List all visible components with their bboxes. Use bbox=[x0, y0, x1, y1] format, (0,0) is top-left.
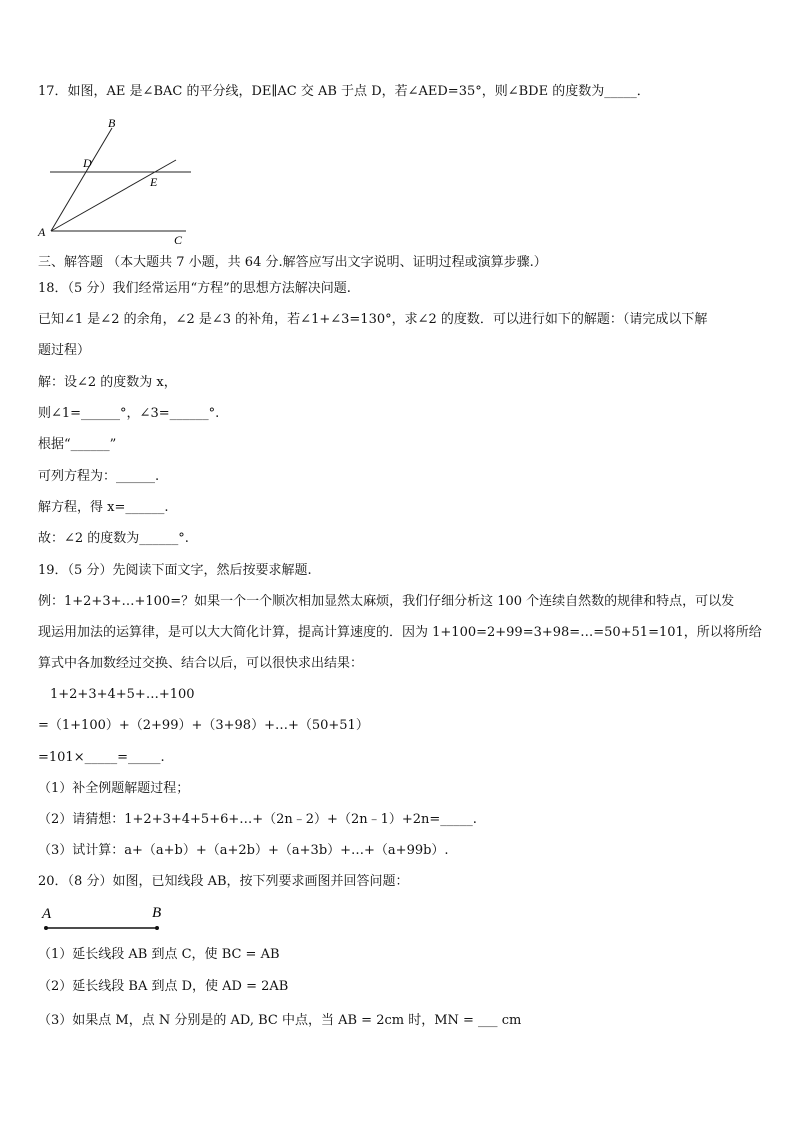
q18-title: 18．（5 分）我们经常运用“方程”的思想方法解决问题. bbox=[38, 281, 351, 296]
q18-step4: 可列方程为：______. bbox=[38, 469, 160, 484]
point-b bbox=[155, 926, 159, 930]
label-d: D bbox=[83, 156, 92, 170]
q18-step1: 解：设∠2 的度数为 x， bbox=[38, 375, 177, 390]
segment-label-b: B bbox=[152, 905, 162, 921]
q18-step6: 故：∠2 的度数为______°. bbox=[38, 531, 189, 546]
q20-sub3: （3）如果点 M，点 N 分别是的 AD, BC 中点，当 AB = 2cm 时，MN = ___ cm bbox=[38, 1013, 522, 1028]
q19-sub1: （1）补全例题解题过程； bbox=[38, 781, 190, 796]
point-a bbox=[44, 926, 48, 930]
q20-sub2: （2）延长线段 BA 到点 D，使 AD = 2AB bbox=[38, 979, 289, 994]
q19-equation1: 1+2+3+4+5+…+100 bbox=[50, 687, 195, 702]
q19-equation3: =101×_____=_____. bbox=[38, 750, 165, 765]
q18-step5: 解方程，得 x=______. bbox=[38, 500, 169, 515]
q18-step3: 根据“______” bbox=[38, 437, 117, 452]
q19-para-line3: 算式中各加数经过交换、结合以后，可以很快求出结果： bbox=[38, 656, 364, 671]
q19-sub2: （2）请猜想：1+2+3+4+5+6+…+（2n﹣2）+（2n﹣1）+2n=_____. bbox=[38, 812, 477, 827]
q20-sub1: （1）延长线段 AB 到点 C，使 BC = AB bbox=[38, 947, 280, 962]
q20-segment-figure bbox=[36, 900, 176, 936]
q20-title: 20．（8 分）如图，已知线段 AB，按下列要求画图并回答问题： bbox=[38, 874, 409, 889]
label-b: B bbox=[108, 116, 116, 130]
q18-intro-line2: 题过程） bbox=[38, 343, 91, 358]
q18-step2: 则∠1=______°，∠3=______°. bbox=[38, 406, 220, 421]
label-c: C bbox=[174, 233, 183, 247]
q19-sub3: （3）试计算：a+（a+b）+（a+2b）+（a+3b）+…+（a+99b）. bbox=[38, 843, 449, 858]
q19-equation2: =（1+100）+（2+99）+（3+98）+…+（50+51） bbox=[38, 718, 369, 733]
q17-text: 17．如图，AE 是∠BAC 的平分线，DE∥AC 交 AB 于点 D，若∠AED=35°，则∠BDE 的度数为_____． bbox=[38, 84, 650, 99]
ray-ae bbox=[51, 160, 176, 231]
label-a: A bbox=[38, 225, 46, 239]
q19-para-line1: 例：1+2+3+…+100=？如果一个一个顺次相加显然太麻烦，我们仔细分析这 100 个连续自然数的规律和特点，可以发 bbox=[38, 594, 735, 609]
q18-intro-line1: 已知∠1 是∠2 的余角，∠2 是∠3 的补角，若∠1+∠3=130°，求∠2 的度数．可以进行如下的解题：（请完成以下解 bbox=[38, 312, 708, 327]
segment-label-a: A bbox=[42, 906, 52, 922]
ray-ab bbox=[51, 128, 112, 231]
q19-para-line2: 现运用加法的运算律，是可以大大简化计算，提高计算速度的．因为 1+100=2+99=3+98=…=50+51=101，所以将所给 bbox=[38, 625, 762, 640]
q19-title: 19．（5 分）先阅读下面文字，然后按要求解题. bbox=[38, 563, 312, 578]
q17-figure bbox=[36, 112, 206, 248]
section-3-heading: 三、解答题 （本大题共 7 小题，共 64 分.解答应写出文字说明、证明过程或演算步骤.） bbox=[38, 255, 547, 270]
label-e: E bbox=[150, 175, 158, 189]
